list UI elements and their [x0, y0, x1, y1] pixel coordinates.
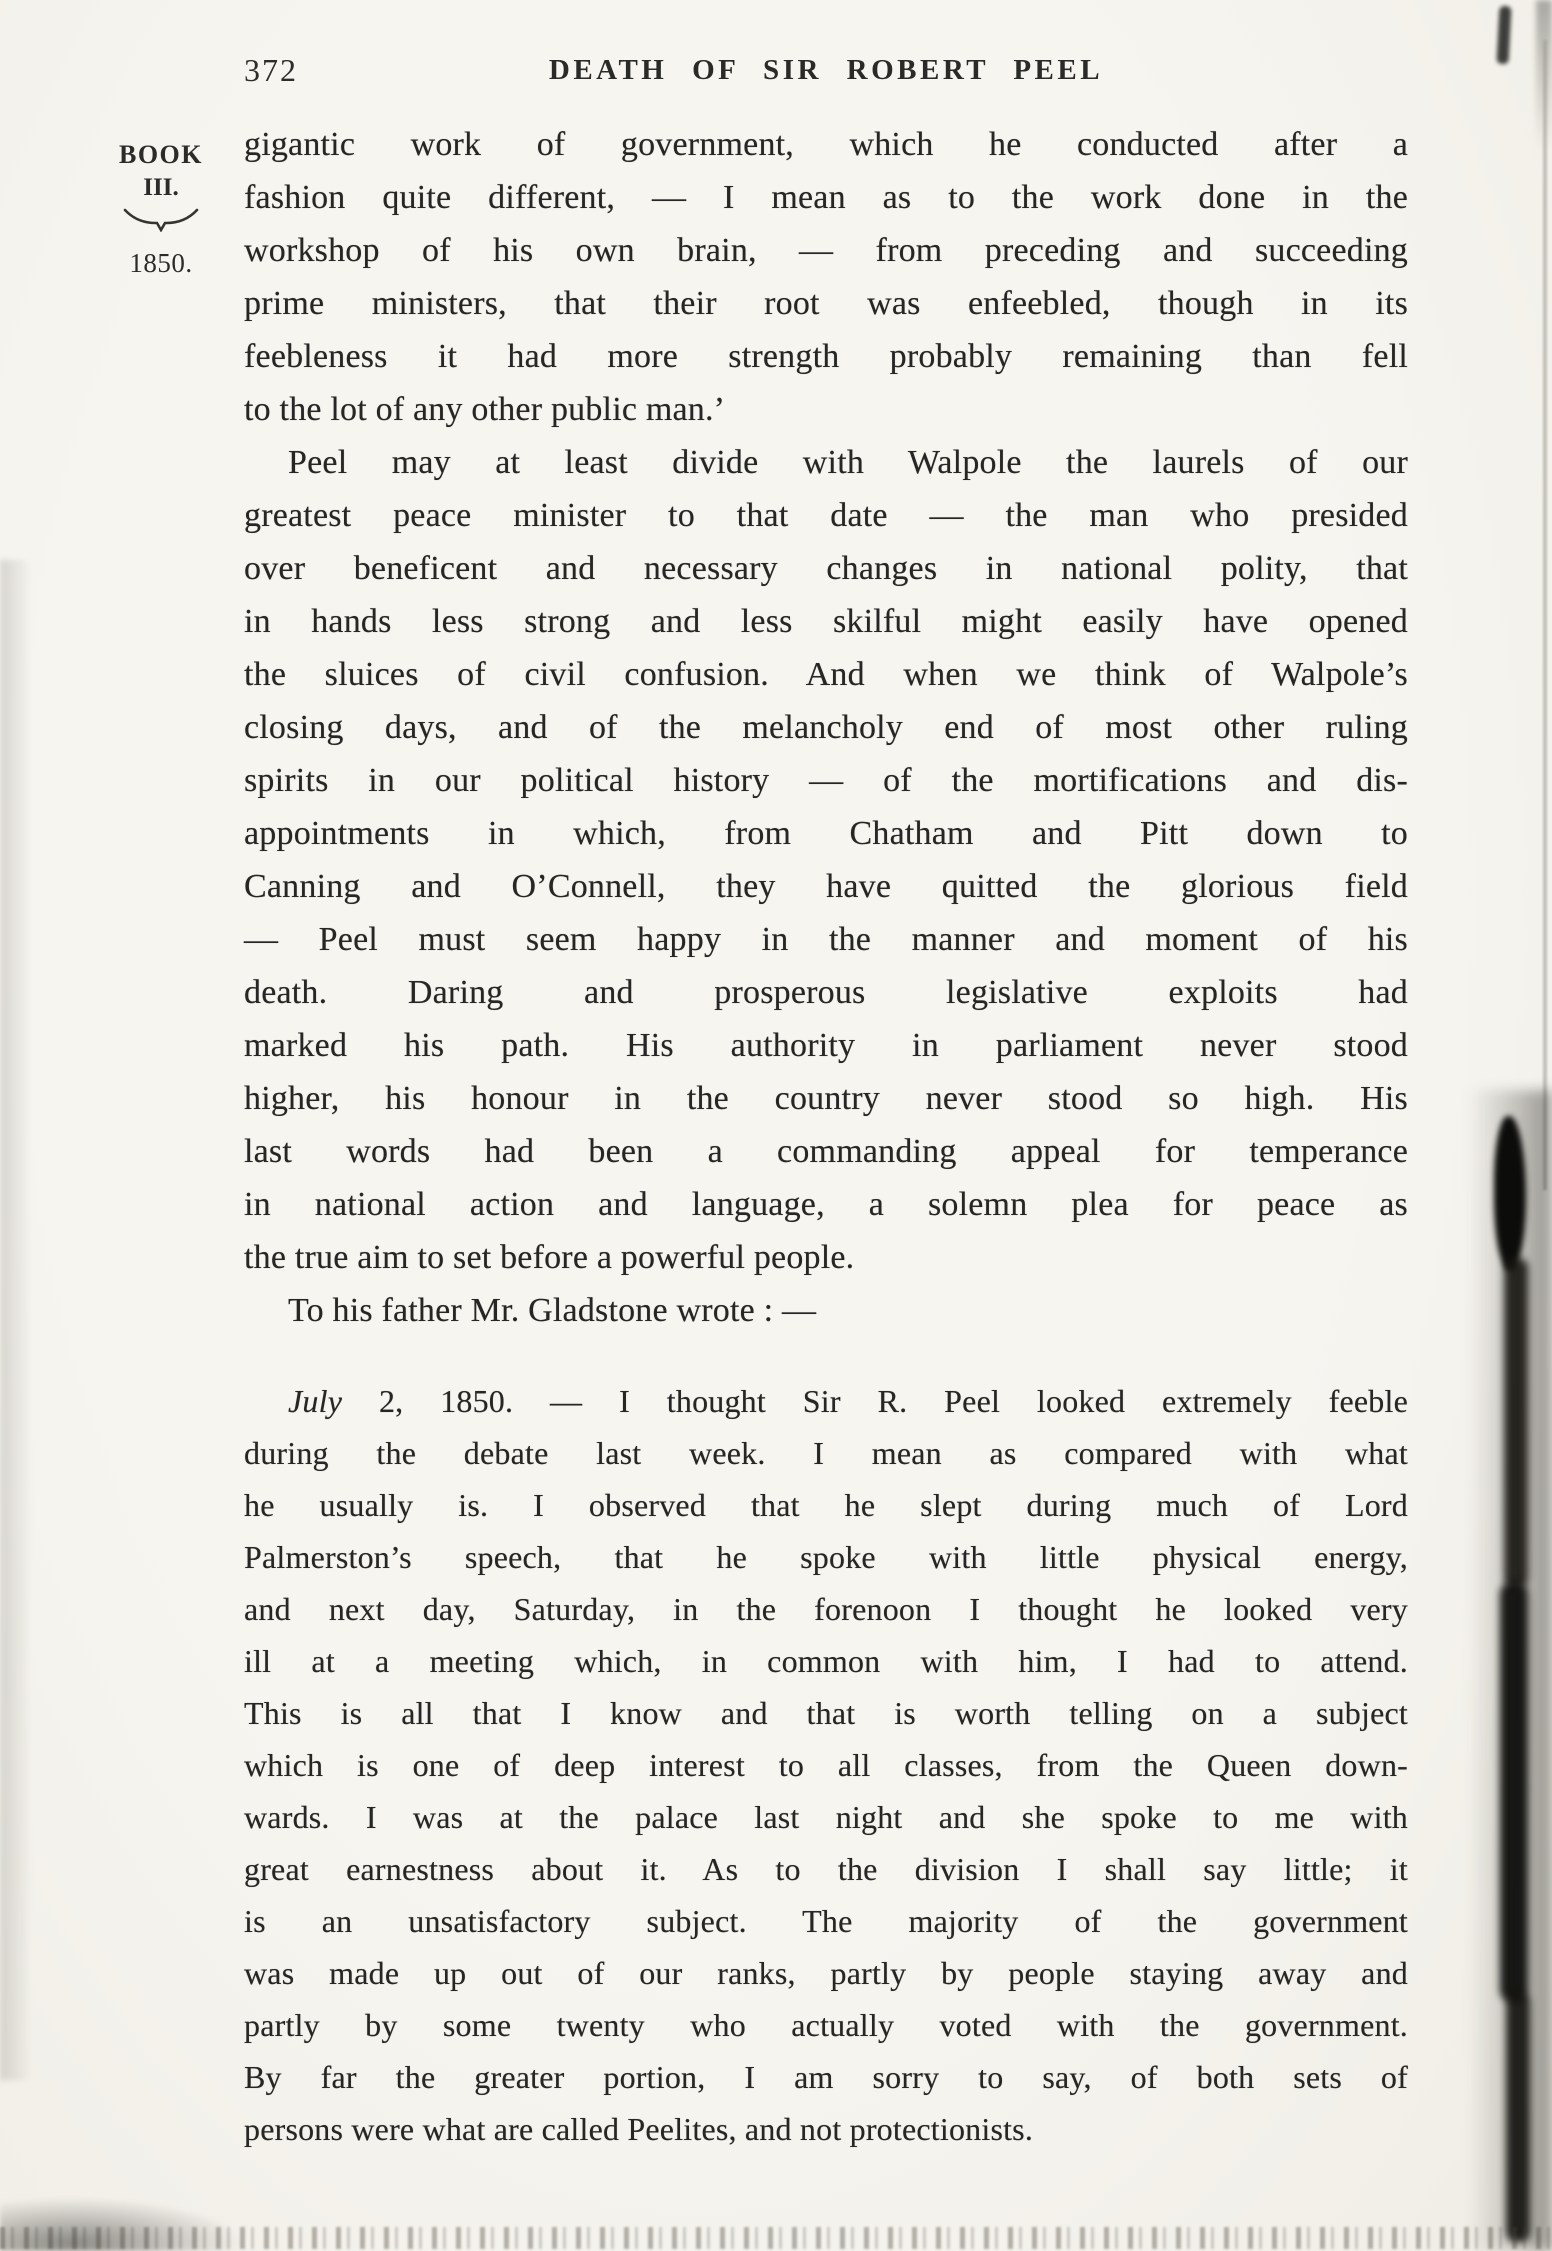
text-segment: 2, 1850. — I thought Sir R. Peel looked extremely feeble — [342, 1383, 1408, 1419]
text-line: partly by some twenty who actually voted with the government. — [244, 2007, 1408, 2043]
text-line: workshop of his own brain, — from preceding and succeeding — [244, 232, 1408, 269]
text-line: persons were what are called Peelites, and not protectionists. — [244, 2111, 1034, 2147]
scan-artifact-left-smudge — [0, 560, 32, 2080]
marginalia — [96, 138, 226, 279]
text-line: higher, his honour in the country never stood so high. His — [244, 1080, 1408, 1117]
text-line: appointments in which, from Chatham and Pitt down to — [244, 815, 1408, 852]
text-line: death. Daring and prosperous legislative exploits had — [244, 974, 1408, 1011]
text-line: he usually is. I observed that he slept during much of Lord — [244, 1487, 1408, 1523]
italic-text: July — [288, 1383, 343, 1419]
text-line: was made up out of our ranks, partly by people staying away and — [244, 1955, 1408, 1991]
text-line: which is one of deep interest to all classes, from the Queen down- — [244, 1747, 1408, 1783]
text-line: is an unsatisfactory subject. The majority of the government — [244, 1903, 1408, 1939]
running-head — [244, 52, 1408, 98]
text-line: ill at a meeting which, in common with him, I had to attend. — [244, 1643, 1408, 1679]
paragraph — [244, 118, 1408, 436]
book-numeral: III. — [143, 174, 179, 201]
margin-year: 1850. — [129, 248, 193, 278]
letter-paragraph — [244, 1375, 1408, 2155]
text-line: and next day, Saturday, in the forenoon I thought he looked very — [244, 1591, 1408, 1627]
text-line: Peel may at least divide with Walpole the laurels of our — [288, 444, 1408, 481]
text-line: in hands less strong and less skilful might easily have opened — [244, 603, 1408, 640]
text-line: closing days, and of the melancholy end of most other ruling — [244, 709, 1408, 746]
paragraph — [244, 1284, 1408, 1337]
text-line: last words had been a commanding appeal for temperance — [244, 1133, 1408, 1170]
text-line: gigantic work of government, which he conducted after a — [244, 126, 1408, 163]
text-line: wards. I was at the palace last night and she spoke to me with — [244, 1799, 1408, 1835]
text-line: To his father Mr. Gladstone wrote : — — [288, 1292, 817, 1329]
text-line: This is all that I know and that is worth telling on a subject — [244, 1695, 1408, 1731]
scan-artifact-bottom-left — [0, 2198, 240, 2251]
scan-artifact-right-streak — [1494, 1116, 1526, 1271]
text-line: prime ministers, that their root was enfeebled, though in its — [244, 285, 1408, 322]
text-line: — Peel must seem happy in the manner and moment of his — [244, 921, 1408, 958]
text-line: greatest peace minister to that date — the man who presided — [244, 497, 1408, 534]
text-line: the sluices of civil confusion. And when we think of Walpole’s — [244, 656, 1408, 693]
text-line: great earnestness about it. As to the division I shall say little; it — [244, 1851, 1408, 1887]
text-line: spirits in our political history — of the mortifications and dis- — [244, 762, 1408, 799]
text-line: By far the greater portion, I am sorry to say, of both sets of — [244, 2059, 1408, 2095]
scan-artifact-bottom-band — [0, 2227, 1552, 2249]
scan-artifact-edge-line — [1543, 40, 1547, 1190]
scan-artifact-corner-shadow — [1536, 0, 1552, 150]
text-line: to the lot of any other public man.’ — [244, 391, 726, 428]
page-number: 372 — [244, 52, 298, 88]
scan-artifact-right-streak — [1504, 1258, 1528, 1588]
scan-artifact-right-streak-halo — [1468, 1090, 1552, 2251]
text-line: over beneficent and necessary changes in national polity, that — [244, 550, 1408, 587]
text-line: the true aim to set before a powerful people. — [244, 1239, 855, 1276]
text-line — [244, 1375, 1408, 1427]
scan-artifact-right-streak — [1500, 1582, 1528, 2002]
text-line: fashion quite different, — I mean as to the work done in the — [244, 179, 1408, 216]
paragraph — [244, 436, 1408, 1284]
text-line: Canning and O’Connell, they have quitted the glorious field — [244, 868, 1408, 905]
text-line: in national action and language, a solemn plea for peace as — [244, 1186, 1408, 1223]
text-block — [244, 118, 1408, 2155]
text-line: during the debate last week. I mean as compared with what — [244, 1435, 1408, 1471]
scan-artifact-top-right-mark — [1496, 6, 1511, 65]
scan-artifact-right-streak — [1506, 1992, 1530, 2242]
text-line: marked his path. His authority in parliament never stood — [244, 1027, 1408, 1064]
running-header-title: DEATH OF SIR ROBERT PEEL — [548, 54, 1104, 86]
underbrace-decoration — [122, 206, 200, 232]
text-line: feebleness it had more strength probably remaining than fell — [244, 338, 1408, 375]
text-line: Palmerston’s speech, that he spoke with little physical energy, — [244, 1539, 1408, 1575]
book-label: BOOK — [118, 140, 203, 169]
